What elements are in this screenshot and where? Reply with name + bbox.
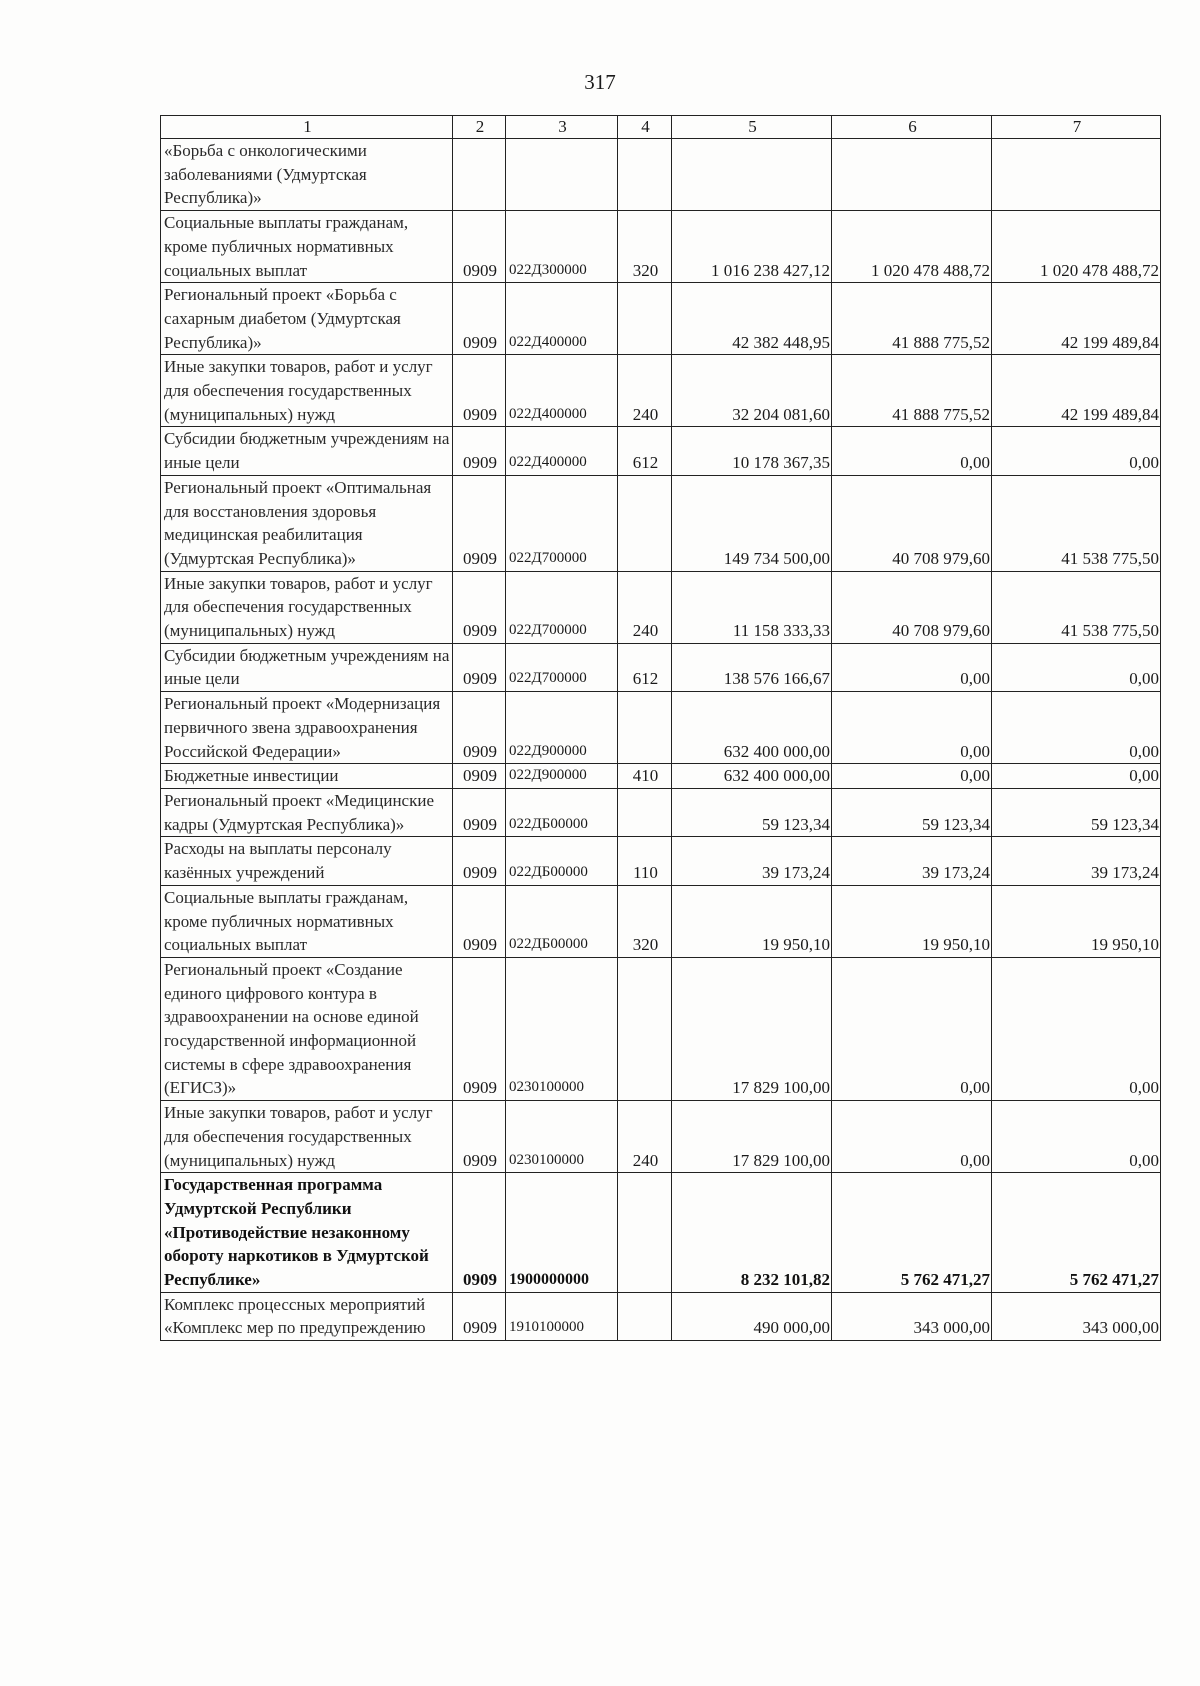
amount-col7-cell: 0,00 <box>992 764 1161 789</box>
row-name-cell: Бюджетные инвестиции <box>161 764 453 789</box>
amount-col6-cell: 0,00 <box>832 957 992 1100</box>
amount-col5-cell: 11 158 333,33 <box>672 571 832 643</box>
expense-type-cell <box>618 283 672 355</box>
target-code-cell: 022ДБ00000 <box>506 837 618 885</box>
amount-col6-cell: 0,00 <box>832 427 992 475</box>
expense-type-cell: 410 <box>618 764 672 789</box>
section-code-cell: 0909 <box>453 957 506 1100</box>
amount-col6-cell: 0,00 <box>832 764 992 789</box>
table-row <box>161 957 1161 1100</box>
target-code-cell: 022Д700000 <box>506 643 618 691</box>
section-code-cell: 0909 <box>453 211 506 283</box>
row-name-cell: Расходы на выплаты персоналу казённых учреждений <box>161 837 453 885</box>
amount-col5-cell: 138 576 166,67 <box>672 643 832 691</box>
row-name-cell: Региональный проект «Модернизация первичного звена здравоохранения Российской Федерации» <box>161 692 453 764</box>
row-name-cell: Иные закупки товаров, работ и услуг для обеспечения государственных (муниципальных) нужд <box>161 355 453 427</box>
table-row <box>161 643 1161 691</box>
amount-col7-cell: 0,00 <box>992 692 1161 764</box>
amount-col7-cell: 42 199 489,84 <box>992 355 1161 427</box>
header-col-3: 3 <box>506 116 618 139</box>
target-code-cell: 022Д700000 <box>506 571 618 643</box>
table-row <box>161 139 1161 211</box>
row-name-cell: Региональный проект «Медицинские кадры (Удмуртская Республика)» <box>161 788 453 836</box>
expense-type-cell: 612 <box>618 427 672 475</box>
amount-col5-cell <box>672 139 832 211</box>
table-row <box>161 1101 1161 1173</box>
row-name-cell: Комплекс процессных мероприятий «Комплекс мер по предупреждению <box>161 1292 453 1340</box>
target-code-cell: 022ДБ00000 <box>506 788 618 836</box>
amount-col7-cell: 0,00 <box>992 1101 1161 1173</box>
amount-col5-cell: 632 400 000,00 <box>672 692 832 764</box>
row-name-cell: Социальные выплаты гражданам, кроме публичных нормативных социальных выплат <box>161 211 453 283</box>
amount-col5-cell: 42 382 448,95 <box>672 283 832 355</box>
section-code-cell: 0909 <box>453 571 506 643</box>
table-row <box>161 571 1161 643</box>
amount-col5-cell: 19 950,10 <box>672 885 832 957</box>
amount-col6-cell: 0,00 <box>832 643 992 691</box>
amount-col5-cell: 59 123,34 <box>672 788 832 836</box>
amount-col6-cell: 41 888 775,52 <box>832 355 992 427</box>
amount-col6-cell: 40 708 979,60 <box>832 571 992 643</box>
amount-col7-cell: 39 173,24 <box>992 837 1161 885</box>
row-name-cell: Субсидии бюджетным учреждениям на иные цели <box>161 643 453 691</box>
amount-col5-cell: 17 829 100,00 <box>672 1101 832 1173</box>
amount-col7-cell: 0,00 <box>992 643 1161 691</box>
amount-col7-cell: 343 000,00 <box>992 1292 1161 1340</box>
header-col-6: 6 <box>832 116 992 139</box>
table-row <box>161 764 1161 789</box>
table-row <box>161 1173 1161 1293</box>
amount-col7-cell: 0,00 <box>992 957 1161 1100</box>
amount-col6-cell: 5 762 471,27 <box>832 1173 992 1293</box>
section-code-cell: 0909 <box>453 643 506 691</box>
amount-col6-cell: 59 123,34 <box>832 788 992 836</box>
expense-type-cell <box>618 957 672 1100</box>
header-row <box>161 116 1161 139</box>
amount-col7-cell: 5 762 471,27 <box>992 1173 1161 1293</box>
target-code-cell: 022Д900000 <box>506 692 618 764</box>
expense-type-cell <box>618 788 672 836</box>
amount-col6-cell: 1 020 478 488,72 <box>832 211 992 283</box>
amount-col5-cell: 8 232 101,82 <box>672 1173 832 1293</box>
table-row <box>161 692 1161 764</box>
amount-col7-cell: 1 020 478 488,72 <box>992 211 1161 283</box>
table-row <box>161 355 1161 427</box>
amount-col5-cell: 32 204 081,60 <box>672 355 832 427</box>
expense-type-cell: 240 <box>618 571 672 643</box>
amount-col5-cell: 490 000,00 <box>672 1292 832 1340</box>
amount-col5-cell: 39 173,24 <box>672 837 832 885</box>
table-row <box>161 211 1161 283</box>
section-code-cell: 0909 <box>453 283 506 355</box>
page-number: 317 <box>584 70 616 94</box>
section-code-cell: 0909 <box>453 1173 506 1293</box>
amount-col6-cell: 0,00 <box>832 1101 992 1173</box>
amount-col7-cell <box>992 139 1161 211</box>
section-code-cell <box>453 139 506 211</box>
row-name-cell: Социальные выплаты гражданам, кроме публичных нормативных социальных выплат <box>161 885 453 957</box>
target-code-cell: 0230100000 <box>506 957 618 1100</box>
amount-col6-cell: 41 888 775,52 <box>832 283 992 355</box>
target-code-cell: 022Д400000 <box>506 427 618 475</box>
expense-type-cell <box>618 692 672 764</box>
section-code-cell: 0909 <box>453 427 506 475</box>
table-row <box>161 427 1161 475</box>
target-code-cell: 022Д300000 <box>506 211 618 283</box>
section-code-cell: 0909 <box>453 1292 506 1340</box>
header-col-5: 5 <box>672 116 832 139</box>
amount-col6-cell: 343 000,00 <box>832 1292 992 1340</box>
row-name-cell: Региональный проект «Создание единого цифрового контура в здравоохранении на основе единой государственной информационной системы в сфере здравоохранения (ЕГИСЗ)» <box>161 957 453 1100</box>
target-code-cell: 022Д700000 <box>506 475 618 571</box>
target-code-cell: 022Д900000 <box>506 764 618 789</box>
amount-col5-cell: 149 734 500,00 <box>672 475 832 571</box>
target-code-cell: 0230100000 <box>506 1101 618 1173</box>
amount-col7-cell: 0,00 <box>992 427 1161 475</box>
amount-col6-cell: 0,00 <box>832 692 992 764</box>
target-code-cell: 022Д400000 <box>506 283 618 355</box>
section-code-cell: 0909 <box>453 475 506 571</box>
row-name-cell: Региональный проект «Оптимальная для восстановления здоровья медицинская реабилитация (Удмуртская Республика)» <box>161 475 453 571</box>
target-code-cell: 022Д400000 <box>506 355 618 427</box>
amount-col6-cell <box>832 139 992 211</box>
amount-col5-cell: 17 829 100,00 <box>672 957 832 1100</box>
section-code-cell: 0909 <box>453 764 506 789</box>
expense-type-cell <box>618 475 672 571</box>
section-code-cell: 0909 <box>453 788 506 836</box>
amount-col6-cell: 19 950,10 <box>832 885 992 957</box>
table-row <box>161 283 1161 355</box>
section-code-cell: 0909 <box>453 885 506 957</box>
table-row <box>161 1292 1161 1340</box>
amount-col7-cell: 41 538 775,50 <box>992 571 1161 643</box>
row-name-cell: «Борьба с онкологическими заболеваниями (Удмуртская Республика)» <box>161 139 453 211</box>
row-name-cell: Региональный проект «Борьба с сахарным диабетом (Удмуртская Республика)» <box>161 283 453 355</box>
target-code-cell <box>506 139 618 211</box>
header-col-7: 7 <box>992 116 1161 139</box>
row-name-cell: Субсидии бюджетным учреждениям на иные цели <box>161 427 453 475</box>
amount-col6-cell: 39 173,24 <box>832 837 992 885</box>
expense-type-cell <box>618 1292 672 1340</box>
row-name-cell: Иные закупки товаров, работ и услуг для обеспечения государственных (муниципальных) нужд <box>161 1101 453 1173</box>
amount-col7-cell: 41 538 775,50 <box>992 475 1161 571</box>
header-col-4: 4 <box>618 116 672 139</box>
section-code-cell: 0909 <box>453 1101 506 1173</box>
row-name-cell: Иные закупки товаров, работ и услуг для обеспечения государственных (муниципальных) нужд <box>161 571 453 643</box>
budget-table <box>160 115 1161 1341</box>
expense-type-cell: 320 <box>618 885 672 957</box>
amount-col5-cell: 632 400 000,00 <box>672 764 832 789</box>
amount-col6-cell: 40 708 979,60 <box>832 475 992 571</box>
section-code-cell: 0909 <box>453 692 506 764</box>
table-row <box>161 885 1161 957</box>
expense-type-cell <box>618 139 672 211</box>
table-row <box>161 837 1161 885</box>
target-code-cell: 1910100000 <box>506 1292 618 1340</box>
expense-type-cell: 612 <box>618 643 672 691</box>
expense-type-cell: 320 <box>618 211 672 283</box>
expense-type-cell <box>618 1173 672 1293</box>
amount-col7-cell: 42 199 489,84 <box>992 283 1161 355</box>
amount-col5-cell: 10 178 367,35 <box>672 427 832 475</box>
table-row <box>161 475 1161 571</box>
section-code-cell: 0909 <box>453 355 506 427</box>
expense-type-cell: 240 <box>618 355 672 427</box>
amount-col7-cell: 59 123,34 <box>992 788 1161 836</box>
header-col-2: 2 <box>453 116 506 139</box>
header-col-1: 1 <box>161 116 453 139</box>
expense-type-cell: 240 <box>618 1101 672 1173</box>
expense-type-cell: 110 <box>618 837 672 885</box>
amount-col5-cell: 1 016 238 427,12 <box>672 211 832 283</box>
target-code-cell: 1900000000 <box>506 1173 618 1293</box>
target-code-cell: 022ДБ00000 <box>506 885 618 957</box>
amount-col7-cell: 19 950,10 <box>992 885 1161 957</box>
row-name-cell: Государственная программа Удмуртской Республики «Противодействие незаконному обороту наркотиков в Удмуртской Республике» <box>161 1173 453 1293</box>
section-code-cell: 0909 <box>453 837 506 885</box>
table-row <box>161 788 1161 836</box>
